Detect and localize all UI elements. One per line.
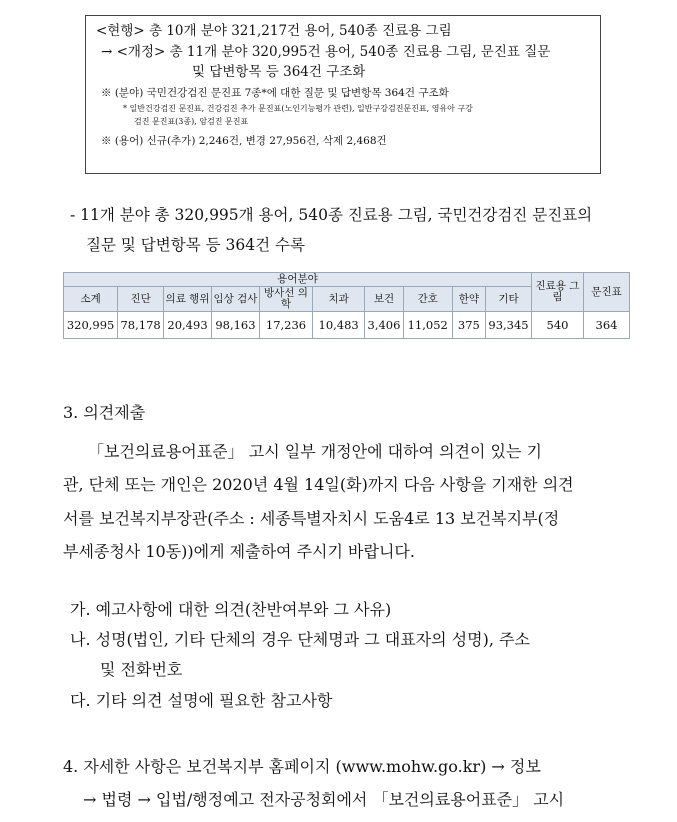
- section-3-paragraph-line: 「보건의료용어표준」 고시 일부 개정안에 대하여 의견이 있는 기: [88, 442, 543, 461]
- list-item-da: 다. 기타 의견 설명에 필요한 참고사항: [70, 691, 333, 710]
- table-cell: 20,493: [164, 312, 212, 339]
- table-header-cell: 진료용 그림: [531, 273, 583, 312]
- section-4-line-2: → 법령 → 입법/행정예고 전자공청회에서 「보건의료용어표준」 고시: [83, 790, 565, 809]
- section-3-heading: 3. 의견제출: [63, 403, 146, 422]
- table-cell: 375: [452, 312, 485, 339]
- note-line-1: - 11개 분야 총 320,995개 용어, 540종 진료용 그림, 국민건강검진 문진표의: [70, 206, 593, 224]
- list-item-ga: 가. 예고사항에 대한 의견(찬반여부와 그 사유): [70, 600, 392, 619]
- summary-current: <현행> 총 10개 분야 321,217건 용어, 540종 진료용 그림: [96, 23, 452, 39]
- section-3-paragraph-line: 부세종청사 10동))에게 제출하여 주시기 바랍니다.: [63, 542, 415, 561]
- table-cell: 3,406: [365, 312, 404, 339]
- table-cell: 11,052: [403, 312, 452, 339]
- summary-field-sub-2: 검진 문진표(3종), 암검진 문진표: [134, 117, 249, 126]
- revision-summary-box: [85, 15, 601, 174]
- table-header-cell: 치과: [313, 287, 365, 312]
- table-header-cell: 방사선 의학: [259, 287, 312, 312]
- section-3-paragraph-line: 관, 단체 또는 개인은 2020년 4월 14일(화)까지 다음 사항을 기재한 의견: [63, 475, 574, 494]
- section-3-paragraph-line: 서를 보건복지부장관(주소 : 세종특별자치시 도움4로 13 보건복지부(정: [63, 509, 560, 528]
- table-cell: 540: [531, 312, 583, 339]
- table-cell: 320,995: [64, 312, 118, 339]
- table-cell: 10,483: [313, 312, 365, 339]
- table-cell: 78,178: [118, 312, 164, 339]
- table-header-cell: 한약: [452, 287, 485, 312]
- summary-revised-line-2: 및 답변항목 등 364건 구조화: [192, 64, 366, 80]
- table-cell: 93,345: [486, 312, 532, 339]
- table-cell: 364: [584, 312, 630, 339]
- table-header-cell: 기타: [486, 287, 532, 312]
- table-header-cell: 진단: [118, 287, 164, 312]
- table-header-cell: 의료 행위: [164, 287, 212, 312]
- list-item-na: 나. 성명(법인, 기타 단체의 경우 단체명과 그 대표자의 성명), 주소: [70, 630, 530, 649]
- table-header-cell: 보건: [365, 287, 404, 312]
- summary-field-note: ※ (분야) 국민건강검진 문진표 7종*에 대한 질문 및 답변항목 364건 구조화: [101, 87, 449, 99]
- list-item-na-continued: 및 전화번호: [100, 660, 183, 679]
- section-4-line-1: 4. 자세한 사항은 보건복지부 홈페이지 (www.mohw.go.kr) → 정보: [63, 757, 541, 776]
- table-cell: 98,163: [211, 312, 259, 339]
- table-header-cell: 간호: [403, 287, 452, 312]
- table-cell: 17,236: [259, 312, 312, 339]
- table-header-cell: 임상 검사: [211, 287, 259, 312]
- note-line-2: 질문 및 답변항목 등 364건 수록: [86, 236, 305, 254]
- summary-term-note: ※ (용어) 신규(추가) 2,246건, 변경 27,956건, 삭제 2,468건: [101, 135, 387, 147]
- summary-revised-line-1: → <개정> 총 11개 분야 320,995건 용어, 540종 진료용 그림, 문진표 질문: [101, 44, 551, 60]
- term-statistics-table: [63, 272, 630, 339]
- table-header-cell: 문진표: [584, 273, 630, 312]
- table-header-cell: 소계: [64, 287, 118, 312]
- table-group-header: 용어분야: [64, 273, 532, 287]
- summary-field-sub-1: * 일반건강검진 문진표, 건강검진 추가 문진표(노인기능평가 관련), 일반구강검진문진표, 영유아 구강: [123, 104, 473, 113]
- table-row: [64, 312, 630, 339]
